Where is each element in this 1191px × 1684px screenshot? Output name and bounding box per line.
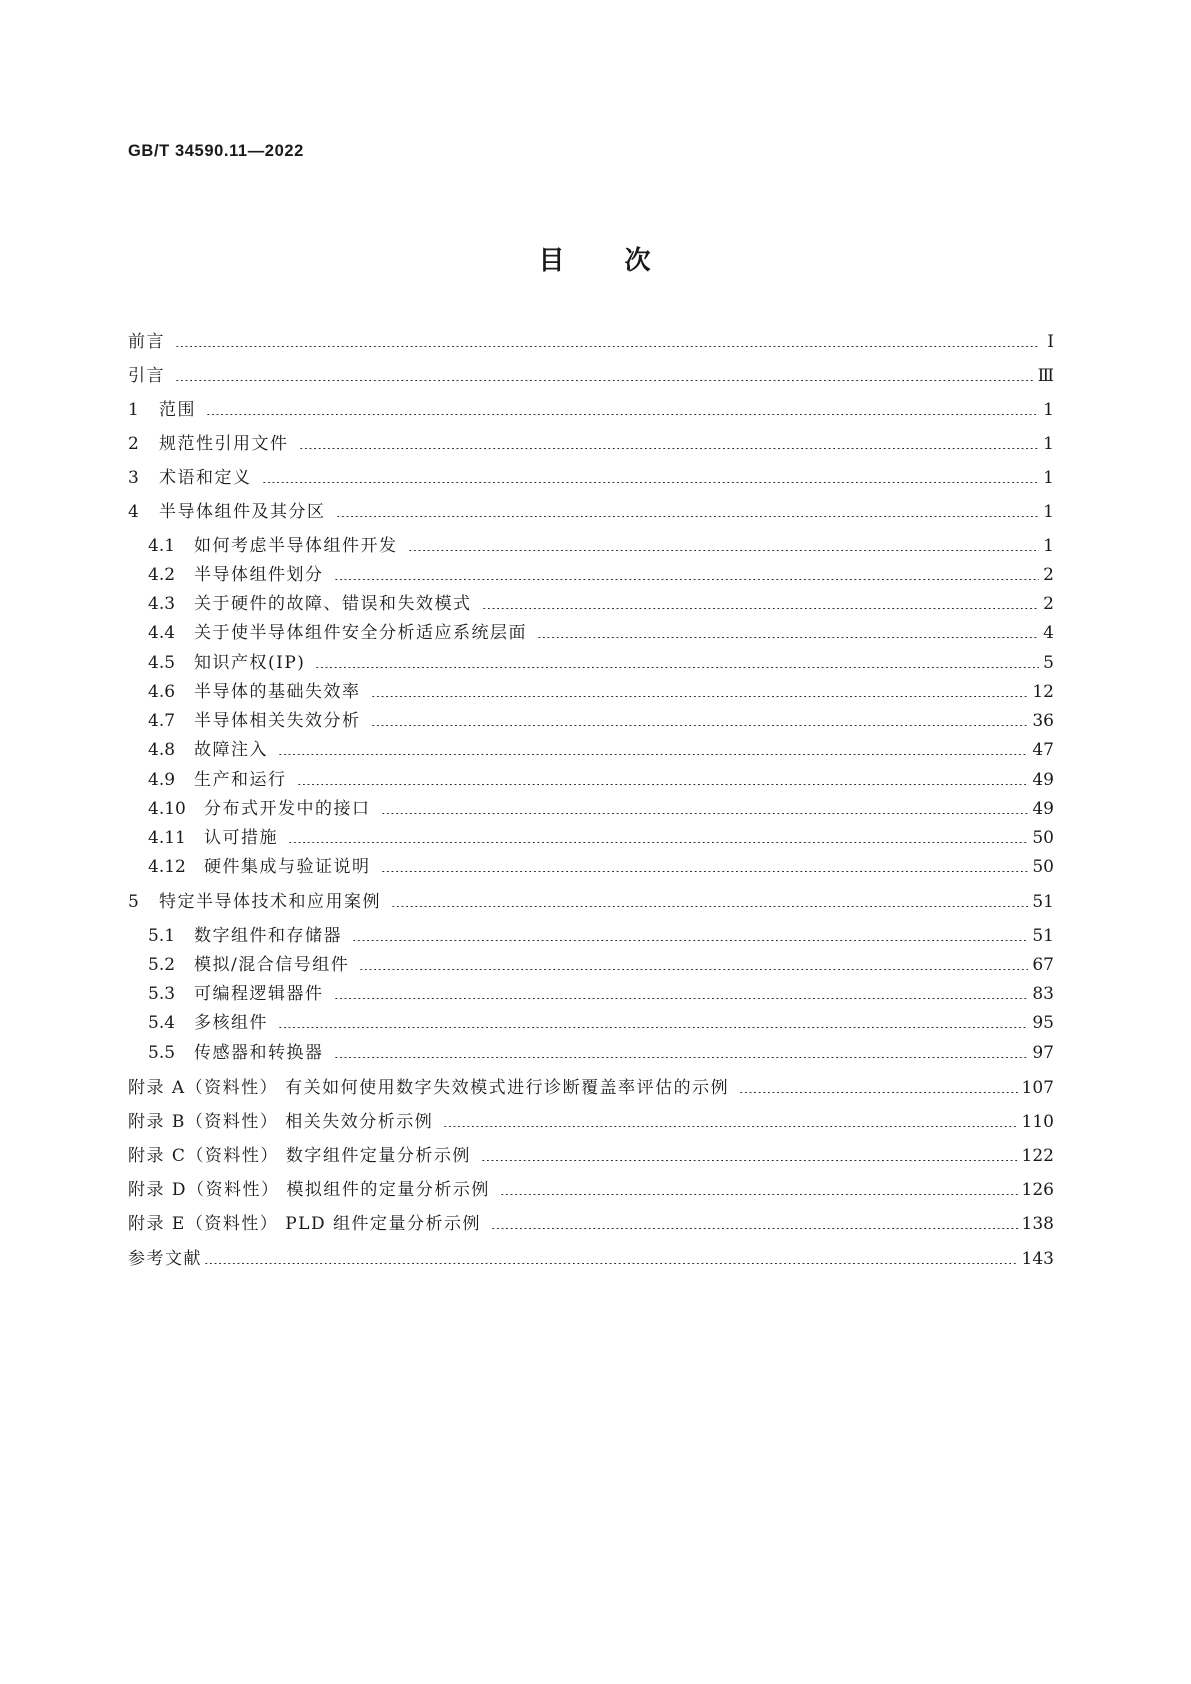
toc-entry-title: 半导体组件划分 (194, 565, 324, 585)
toc-entry-title: 数字组件和存储器 (194, 926, 342, 946)
toc-entry-title: 引言 (128, 366, 165, 386)
toc-entry-title: 可编程逻辑器件 (194, 984, 324, 1004)
toc-page-number: 122 (1021, 1146, 1054, 1166)
toc-page-number: 107 (1021, 1078, 1054, 1098)
toc-entry[interactable] (128, 1110, 1054, 1134)
toc-entry-title: 多核组件 (194, 1013, 268, 1033)
toc-entry-title: 参考文献 (128, 1249, 202, 1269)
toc-page-number: 12 (1032, 682, 1054, 702)
toc-entry-title: 附录 A（资料性） 有关如何使用数字失效模式进行诊断覆盖率评估的示例 (128, 1078, 730, 1098)
toc-entry[interactable] (128, 364, 1054, 388)
toc-entry-title: 故障注入 (194, 740, 268, 760)
toc-page-number: 50 (1032, 828, 1054, 848)
toc-entry-number: 3 (128, 468, 139, 488)
toc-entry[interactable] (148, 982, 1054, 1006)
toc-entry[interactable] (128, 330, 1054, 354)
toc-entry[interactable] (128, 1144, 1054, 1168)
toc-dot-leader (297, 784, 1029, 785)
toc-dot-leader (204, 1263, 1018, 1264)
toc-entry[interactable] (128, 1076, 1054, 1100)
toc-entry[interactable] (128, 890, 1054, 914)
toc-dot-leader (334, 1057, 1029, 1058)
toc-entry-number: 4.5 (148, 653, 176, 673)
toc-dot-leader (206, 414, 1039, 415)
toc-page-number: 67 (1032, 955, 1054, 975)
toc-entry-number: 4.9 (148, 770, 176, 790)
toc-entry-number: 4.2 (148, 565, 176, 585)
toc-dot-leader (408, 550, 1040, 551)
toc-entry[interactable] (128, 1178, 1054, 1202)
toc-dot-leader (371, 696, 1029, 697)
toc-dot-leader (334, 579, 1040, 580)
toc-entry-number: 4.11 (148, 828, 186, 848)
toc-entry[interactable] (128, 398, 1054, 422)
toc-entry-title: 如何考虑半导体组件开发 (194, 536, 398, 556)
standard-code: GB/T 34590.11—2022 (128, 142, 304, 160)
toc-entry[interactable] (148, 680, 1054, 704)
toc-entry[interactable] (148, 651, 1054, 675)
toc-dot-leader (352, 940, 1028, 941)
toc-page-number: Ⅰ (1047, 332, 1054, 352)
toc-dot-leader (336, 516, 1040, 517)
toc-entry-title: 附录 D（资料性） 模拟组件的定量分析示例 (128, 1180, 490, 1200)
toc-entry[interactable] (148, 1011, 1054, 1035)
toc-entry-number: 4.10 (148, 799, 186, 819)
toc-entry-title: 关于使半导体组件安全分析适应系统层面 (194, 623, 527, 643)
toc-dot-leader (315, 667, 1039, 668)
toc-page-number: 5 (1043, 653, 1054, 673)
toc-dot-leader (491, 1228, 1018, 1229)
toc-page-number: 1 (1043, 400, 1054, 420)
toc-entry-title: 前言 (128, 332, 165, 352)
toc-entry[interactable] (148, 1041, 1054, 1065)
toc-dot-leader (175, 346, 1040, 347)
page-title (0, 240, 1191, 277)
toc-page-number: 138 (1021, 1214, 1054, 1234)
toc-dot-leader (537, 637, 1039, 638)
toc-dot-leader (739, 1092, 1017, 1093)
toc-page-number: 51 (1032, 892, 1054, 912)
toc-entry[interactable] (148, 592, 1054, 616)
toc-entry-number: 4 (128, 502, 139, 522)
toc-entry-number: 1 (128, 400, 139, 420)
toc-entry-title: 附录 E（资料性） PLD 组件定量分析示例 (128, 1214, 481, 1234)
toc-page-number: 4 (1043, 623, 1054, 643)
toc-entry-title: 关于硬件的故障、错误和失效模式 (194, 594, 472, 614)
toc-entry-number: 2 (128, 434, 139, 454)
toc-dot-leader (391, 906, 1028, 907)
toc-entry-title: 生产和运行 (194, 770, 287, 790)
toc-entry[interactable] (148, 738, 1054, 762)
toc-page-number: 36 (1032, 711, 1054, 731)
toc-entry[interactable] (128, 432, 1054, 456)
toc-dot-leader (262, 482, 1040, 483)
toc-page-number: 83 (1032, 984, 1054, 1004)
toc-dot-leader (482, 608, 1040, 609)
toc-entry-title: 范围 (159, 400, 196, 420)
toc-entry-number: 5.1 (148, 926, 176, 946)
toc-page-number: 126 (1021, 1180, 1054, 1200)
toc-page-number: 50 (1032, 857, 1054, 877)
toc-entry-title: 附录 B（资料性） 相关失效分析示例 (128, 1112, 434, 1132)
toc-entry[interactable] (128, 1212, 1054, 1236)
toc-page-number: 1 (1043, 434, 1054, 454)
toc-dot-leader (359, 969, 1028, 970)
toc-dot-leader (175, 380, 1034, 381)
toc-page-number: 47 (1032, 740, 1054, 760)
toc-page-number: 2 (1043, 594, 1054, 614)
toc-dot-leader (381, 871, 1029, 872)
toc-entry[interactable] (148, 621, 1054, 645)
toc-page-number: 110 (1021, 1112, 1054, 1132)
toc-entry[interactable] (128, 466, 1054, 490)
toc-entry-number: 5.3 (148, 984, 176, 1004)
toc-page-number: 95 (1032, 1013, 1054, 1033)
toc-entry-title: 术语和定义 (159, 468, 252, 488)
toc-entry-title: 硬件集成与验证说明 (204, 857, 371, 877)
toc-dot-leader (299, 448, 1040, 449)
toc-dot-leader (500, 1194, 1018, 1195)
toc-dot-leader (334, 998, 1029, 999)
toc-entry-title: 半导体的基础失效率 (194, 682, 361, 702)
toc-page-number: 2 (1043, 565, 1054, 585)
toc-entry-number: 4.12 (148, 857, 186, 877)
toc-entry-title: 认可措施 (204, 828, 278, 848)
toc-page-number: 1 (1043, 502, 1054, 522)
toc-entry[interactable] (148, 924, 1054, 948)
toc-entry-number: 5.5 (148, 1043, 176, 1063)
toc-entry-title: 半导体组件及其分区 (159, 502, 326, 522)
toc-dot-leader (443, 1126, 1017, 1127)
toc-page-number: 49 (1032, 799, 1054, 819)
toc-dot-leader (371, 725, 1029, 726)
toc-entry[interactable] (148, 953, 1054, 977)
toc-entry[interactable] (148, 563, 1054, 587)
toc-entry-number: 4.8 (148, 740, 176, 760)
toc-entry[interactable] (148, 797, 1054, 821)
toc-entry-number: 5 (128, 892, 139, 912)
toc-page-number: Ⅲ (1037, 366, 1054, 386)
toc-page-number: 1 (1043, 468, 1054, 488)
toc-entry-title: 传感器和转换器 (194, 1043, 324, 1063)
toc-entry[interactable] (148, 826, 1054, 850)
toc-entry-title: 知识产权(IP) (194, 653, 306, 673)
toc-entry-number: 4.4 (148, 623, 176, 643)
page-title-char-2: 次 (624, 246, 653, 276)
toc-dot-leader (288, 842, 1028, 843)
toc-entry-title: 特定半导体技术和应用案例 (159, 892, 381, 912)
page-title-char-1: 目 (538, 246, 567, 276)
toc-entry-title: 分布式开发中的接口 (204, 799, 371, 819)
toc-entry-number: 4.6 (148, 682, 176, 702)
toc-entry-number: 5.4 (148, 1013, 176, 1033)
toc-page-number: 49 (1032, 770, 1054, 790)
toc-entry[interactable] (128, 1247, 1054, 1271)
toc-entry-number: 4.7 (148, 711, 176, 731)
toc-entry-title: 模拟/混合信号组件 (194, 955, 350, 975)
toc-page-number: 97 (1032, 1043, 1054, 1063)
toc-dot-leader (278, 1027, 1028, 1028)
toc-entry-title: 附录 C（资料性） 数字组件定量分析示例 (128, 1146, 471, 1166)
toc-page-number: 143 (1021, 1249, 1054, 1269)
toc-entry[interactable] (148, 709, 1054, 733)
toc-entry-number: 5.2 (148, 955, 176, 975)
toc-entry-title: 半导体相关失效分析 (194, 711, 361, 731)
toc-dot-leader (278, 754, 1028, 755)
toc-entry[interactable] (148, 855, 1054, 879)
toc-entry-number: 4.3 (148, 594, 176, 614)
toc-entry-number: 4.1 (148, 536, 176, 556)
toc-page-number: 51 (1032, 926, 1054, 946)
toc-entry-title: 规范性引用文件 (159, 434, 289, 454)
toc-dot-leader (381, 813, 1029, 814)
toc-entry[interactable] (148, 768, 1054, 792)
toc-entry[interactable] (128, 500, 1054, 524)
toc-page-number: 1 (1043, 536, 1054, 556)
toc-entry[interactable] (148, 534, 1054, 558)
toc-dot-leader (481, 1160, 1018, 1161)
